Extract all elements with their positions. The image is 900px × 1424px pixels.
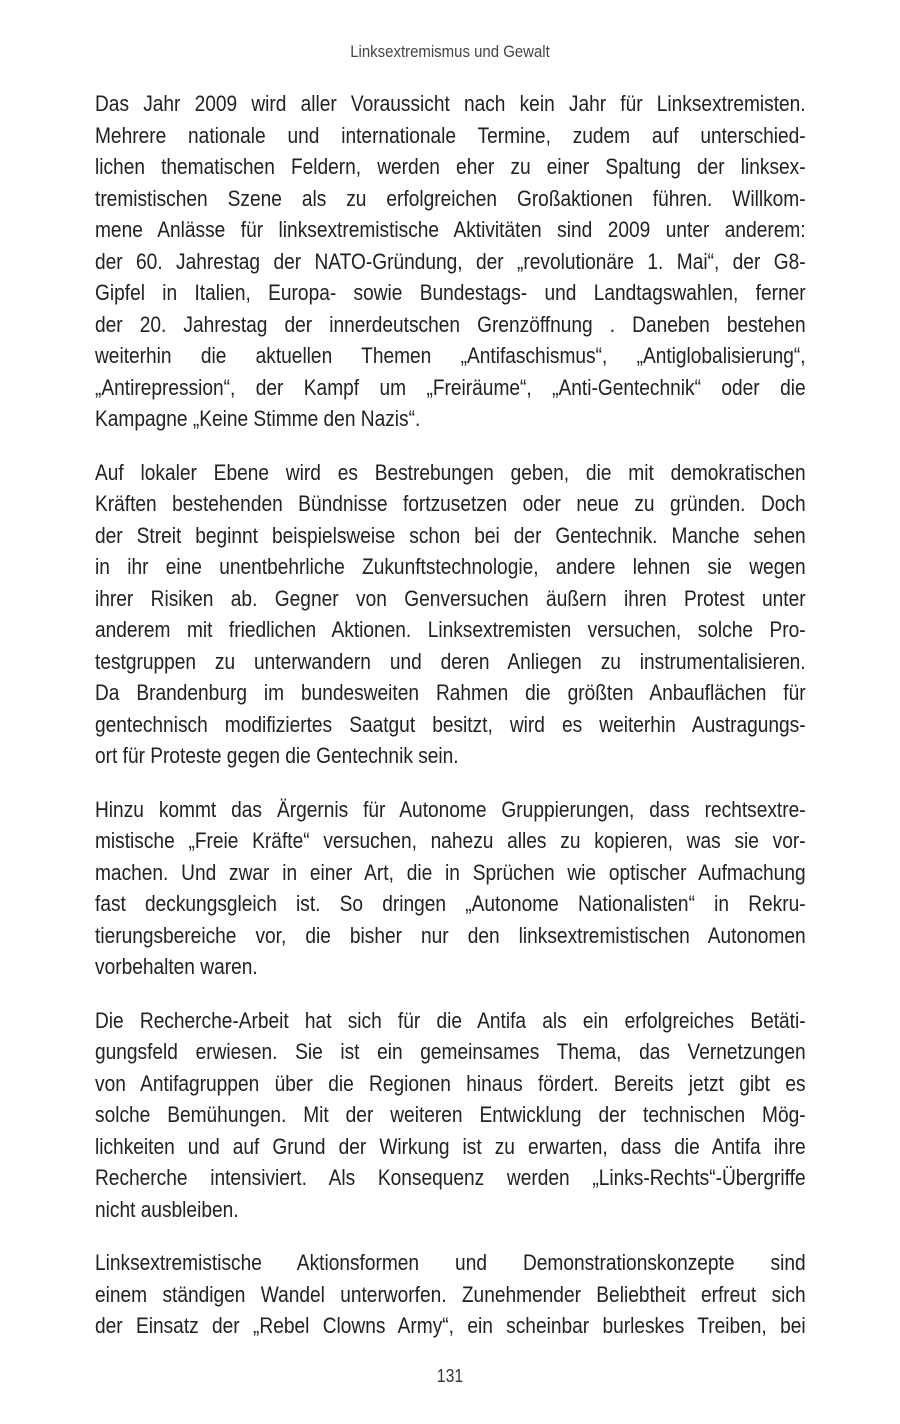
- text-line: Da Brandenburg im bundesweiten Rahmen die größten Anbauflächen für: [95, 680, 806, 705]
- running-header: Linksextremismus und Gewalt: [350, 42, 550, 61]
- text-line: lichen thematischen Feldern, werden eher zu einer Spaltung der linksex-: [95, 154, 806, 179]
- text-line: fast deckungsgleich ist. So dringen „Autonome Nationalisten“ in Rekru-: [95, 891, 806, 916]
- paragraph: [95, 457, 806, 772]
- text-line: der Einsatz der „Rebel Clowns Army“, ein scheinbar burleskes Treiben, bei: [95, 1313, 806, 1338]
- text-line: der 20. Jahrestag der innerdeutschen Grenzöffnung . Daneben bestehen: [95, 311, 806, 337]
- text-line: Recherche intensiviert. Als Konsequenz werden „Links-Rechts“-Übergriffe: [95, 1165, 806, 1190]
- text-line: lichkeiten und auf Grund der Wirkung ist zu erwarten, dass die Antifa ihre: [95, 1133, 806, 1159]
- paragraph: [95, 1247, 806, 1342]
- text-line: mistische „Freie Kräfte“ versuchen, nahezu alles zu kopieren, was sie vor-: [95, 828, 806, 853]
- text-line: Auf lokaler Ebene wird es Bestrebungen geben, die mit demokratischen: [95, 459, 806, 485]
- text-line: Die Recherche-Arbeit hat sich für die Antifa als ein erfolgreiches Betäti-: [95, 1007, 806, 1033]
- paragraph: [95, 794, 806, 983]
- text-line: Mehrere nationale und internationale Termine, zudem auf unterschied-: [95, 122, 806, 148]
- text-line: tremistischen Szene als zu erfolgreichen Großaktionen führen. Willkom-: [95, 185, 806, 211]
- text-line: Gipfel in Italien, Europa- sowie Bundestags- und Landtagswahlen, ferner: [95, 280, 806, 305]
- text-line: ort für Proteste gegen die Gentechnik sein.: [95, 743, 459, 768]
- text-line: Hinzu kommt das Ärgernis für Autonome Gruppierungen, dass rechtsextre-: [95, 796, 806, 822]
- text-line: in ihr eine unentbehrliche Zukunftstechnologie, andere lehnen sie wegen: [95, 554, 806, 579]
- text-line: Kampagne „Keine Stimme den Nazis“.: [95, 406, 421, 431]
- text-line: Kräften bestehenden Bündnisse fortzusetzen oder neue zu gründen. Doch: [95, 491, 806, 516]
- text-line: solche Bemühungen. Mit der weiteren Entwicklung der technischen Mög-: [95, 1102, 806, 1127]
- text-line: testgruppen zu unterwandern und deren Anliegen zu instrumentalisieren.: [95, 648, 806, 674]
- text-line: vorbehalten waren.: [95, 954, 258, 979]
- paragraph: [95, 1005, 806, 1226]
- text-line: ihrer Risiken ab. Gegner von Genversuchen äußern ihren Protest unter: [95, 585, 806, 611]
- text-line: Das Jahr 2009 wird aller Voraussicht nach kein Jahr für Linksextremisten.: [95, 91, 806, 116]
- text-line: der 60. Jahrestag der NATO-Gründung, der „revolutionäre 1. Mai“, der G8-: [95, 248, 806, 274]
- text-line: „Antirepression“, der Kampf um „Freiräume“, „Anti-Gentechnik“ oder die: [95, 374, 806, 400]
- text-line: tierungsbereiche vor, die bisher nur den linksextremistischen Autonomen: [95, 922, 806, 948]
- text-line: einem ständigen Wandel unterworfen. Zunehmender Beliebtheit erfreut sich: [95, 1281, 806, 1307]
- body-text: [95, 88, 806, 1364]
- text-line: machen. Und zwar in einer Art, die in Sprüchen wie optischer Aufmachung: [95, 859, 806, 885]
- text-line: Linksextremistische Aktionsformen und Demonstrationskonzepte sind: [95, 1250, 806, 1275]
- text-line: gentechnisch modifiziertes Saatgut besitzt, wird es weiterhin Austragungs-: [95, 711, 806, 737]
- text-line: der Streit beginnt beispielsweise schon bei der Gentechnik. Manche sehen: [95, 522, 806, 548]
- text-line: von Antifagruppen über die Regionen hinaus fördert. Bereits jetzt gibt es: [95, 1070, 806, 1096]
- text-line: gungsfeld erwiesen. Sie ist ein gemeinsames Thema, das Vernetzungen: [95, 1039, 806, 1064]
- page-number: 131: [436, 1366, 464, 1386]
- text-line: anderem mit friedlichen Aktionen. Linksextremisten versuchen, solche Pro-: [95, 617, 806, 642]
- text-line: nicht ausbleiben.: [95, 1196, 239, 1222]
- text-line: weiterhin die aktuellen Themen „Antifaschismus“, „Antiglobalisierung“,: [95, 343, 806, 368]
- text-line: mene Anlässe für linksextremistische Aktivitäten sind 2009 unter anderem:: [95, 217, 806, 242]
- paragraph: [95, 88, 806, 435]
